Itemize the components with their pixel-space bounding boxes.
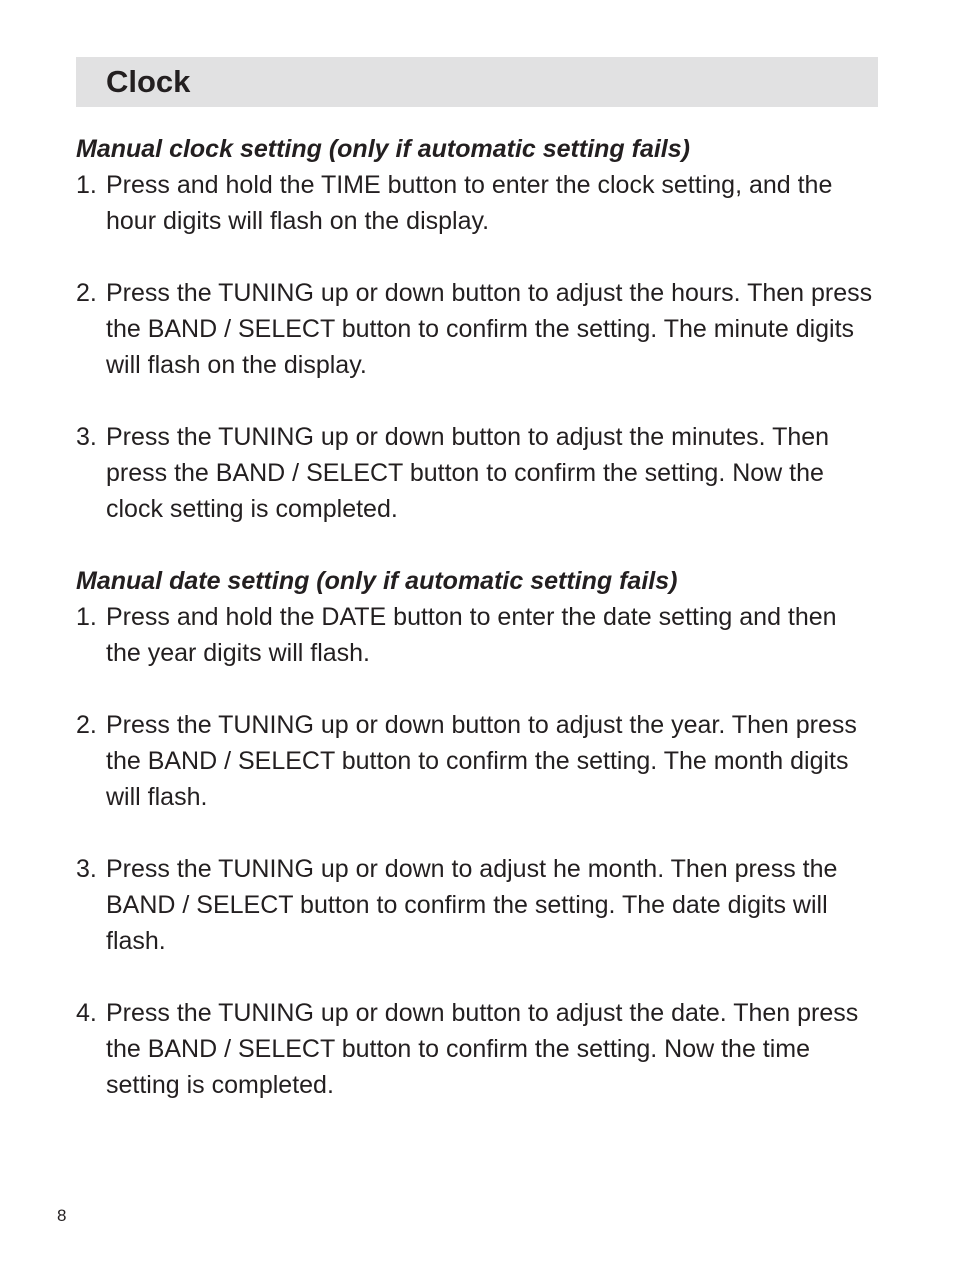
- steps-list: [76, 167, 878, 527]
- list-item: [76, 599, 878, 671]
- step-number: 4.: [76, 999, 97, 1027]
- step-number: 2.: [76, 711, 97, 739]
- step-text: Press the TUNING up or down button to adjust the hours. Then press the BAND / SELECT button to confirm the setting. The minute digits will flash on the display.: [106, 279, 873, 379]
- page-content: [76, 131, 878, 1103]
- list-item: [76, 851, 878, 959]
- page-title: Clock: [106, 64, 191, 99]
- step-number: 1.: [76, 171, 97, 199]
- section-heading: Manual clock setting (only if automatic setting fails): [76, 135, 690, 163]
- step-text: Press and hold the DATE button to enter the date setting and then the year digits will flash.: [106, 603, 837, 667]
- section-header-bar: [76, 57, 878, 107]
- list-item: [76, 419, 878, 527]
- clock-setting-section: [76, 131, 878, 527]
- list-item: [76, 167, 878, 239]
- steps-list: [76, 599, 878, 1103]
- step-number: 1.: [76, 603, 97, 631]
- date-setting-section: [76, 563, 878, 1103]
- list-item: [76, 275, 878, 383]
- step-text: Press the TUNING up or down button to adjust the minutes. Then press the BAND / SELECT button to confirm the setting. Now the clock setting is completed.: [106, 423, 830, 523]
- list-item: [76, 995, 878, 1103]
- step-number: 2.: [76, 279, 97, 307]
- section-heading: Manual date setting (only if automatic setting fails): [76, 567, 678, 595]
- step-text: Press and hold the TIME button to enter the clock setting, and the hour digits will flash on the display.: [106, 171, 833, 235]
- step-number: 3.: [76, 855, 97, 883]
- page-number: 8: [57, 1206, 67, 1225]
- step-text: Press the TUNING up or down button to adjust the date. Then press the BAND / SELECT button to confirm the setting. Now the time setting is completed.: [106, 999, 859, 1099]
- list-item: [76, 707, 878, 815]
- step-text: Press the TUNING up or down to adjust he month. Then press the BAND / SELECT button to confirm the setting. The date digits will flash.: [106, 855, 838, 955]
- step-number: 3.: [76, 423, 97, 451]
- step-text: Press the TUNING up or down button to adjust the year. Then press the BAND / SELECT button to confirm the setting. The month digits will flash.: [106, 711, 857, 811]
